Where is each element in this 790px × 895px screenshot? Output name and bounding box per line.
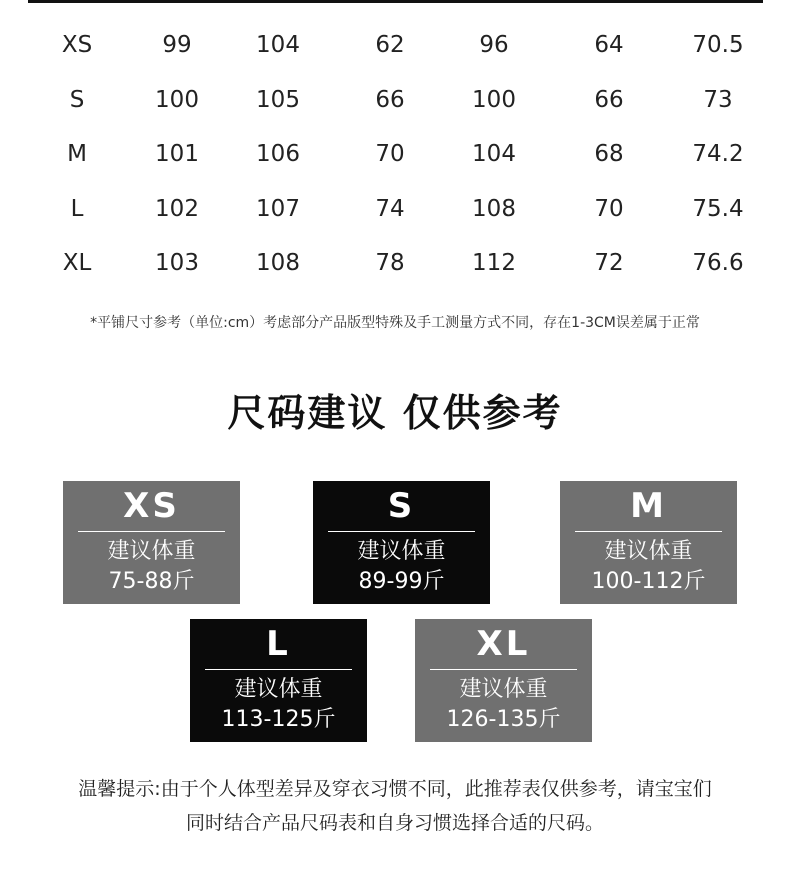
table-cell: 68	[594, 141, 624, 167]
tip-line-2: 同时结合产品尺码表和自身习惯选择合适的尺码。	[185, 812, 604, 834]
size-card-l	[190, 619, 367, 742]
table-cell: 96	[479, 32, 509, 58]
size-card-xl	[415, 619, 592, 742]
size-cell: S	[69, 86, 85, 113]
table-cell: 74	[375, 195, 405, 222]
table-cell: 64	[594, 32, 624, 58]
table-cell: 100	[472, 86, 516, 113]
table-cell: 66	[594, 86, 624, 113]
card-weight-label: 建议体重	[357, 539, 446, 564]
card-size-label: XL	[476, 624, 531, 664]
table-cell: 70	[375, 141, 405, 167]
table-cell: 106	[256, 141, 300, 167]
table-cell: 103	[155, 250, 199, 276]
card-size-label: S	[387, 486, 416, 526]
size-table	[0, 18, 790, 291]
table-row	[0, 73, 790, 128]
table-row	[0, 127, 790, 182]
top-divider	[28, 0, 763, 3]
section-heading: 尺码建议 仅供参考	[227, 391, 563, 435]
table-cell: 70.5	[692, 32, 744, 58]
table-cell: 99	[162, 32, 192, 58]
table-cell: 104	[472, 141, 516, 167]
card-divider	[78, 531, 225, 532]
table-cell: 108	[256, 250, 300, 276]
card-weight-range: 126-135斤	[446, 707, 561, 732]
size-cell: M	[67, 141, 87, 167]
table-cell: 101	[155, 141, 199, 167]
table-cell: 70	[594, 195, 624, 222]
card-size-label: XS	[123, 486, 180, 526]
table-cell: 78	[375, 250, 405, 276]
table-row	[0, 236, 790, 291]
size-cell: L	[70, 195, 84, 222]
table-cell: 74.2	[692, 141, 744, 167]
card-size-label: L	[266, 624, 291, 664]
card-weight-range: 89-99斤	[358, 569, 445, 594]
card-divider	[205, 669, 352, 670]
card-weight-range: 100-112斤	[591, 569, 706, 594]
table-row	[0, 18, 790, 73]
table-cell: 73	[703, 86, 733, 113]
table-cell: 100	[155, 86, 199, 113]
card-weight-label: 建议体重	[459, 677, 548, 702]
table-cell: 72	[594, 250, 624, 276]
table-cell: 62	[375, 32, 405, 58]
size-card-s	[313, 481, 490, 604]
card-weight-range: 75-88斤	[108, 569, 195, 594]
table-cell: 105	[256, 86, 300, 113]
size-card-m	[560, 481, 737, 604]
table-cell: 112	[472, 250, 516, 276]
table-cell: 108	[472, 195, 516, 222]
table-cell: 76.6	[692, 250, 744, 276]
size-cell: XL	[62, 250, 92, 276]
card-divider	[328, 531, 475, 532]
card-size-label: M	[630, 486, 667, 526]
table-cell: 75.4	[692, 195, 744, 222]
table-cell: 102	[155, 195, 199, 222]
card-weight-label: 建议体重	[107, 539, 196, 564]
table-cell: 66	[375, 86, 405, 113]
tip-line-1: 温馨提示:由于个人体型差异及穿衣习惯不同，此推荐表仅供参考，请宝宝们	[78, 778, 712, 800]
table-cell: 104	[256, 32, 300, 58]
table-cell: 107	[256, 195, 300, 222]
size-card-xs	[63, 481, 240, 604]
card-divider	[575, 531, 722, 532]
card-weight-label: 建议体重	[234, 677, 323, 702]
card-divider	[430, 669, 577, 670]
size-cell: XS	[61, 32, 93, 58]
measurement-footnote: *平铺尺寸参考（单位:cm）考虑部分产品版型特殊及手工测量方式不同，存在1-3CM误差属于正常	[90, 315, 700, 331]
card-weight-label: 建议体重	[604, 539, 693, 564]
card-weight-range: 113-125斤	[221, 707, 336, 732]
table-row	[0, 182, 790, 237]
